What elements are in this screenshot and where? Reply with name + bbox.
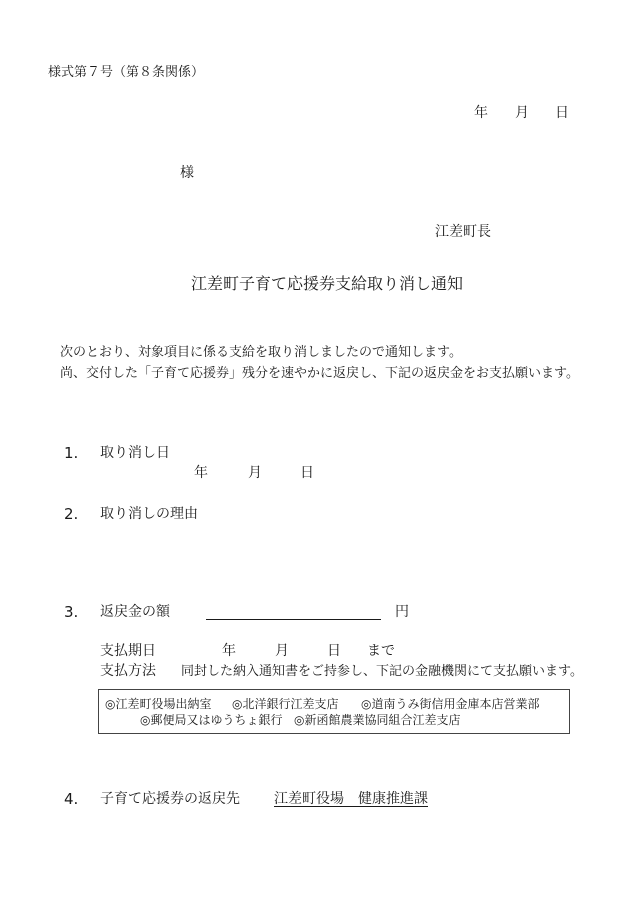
item-2-number: 2.: [64, 505, 79, 523]
bank-2: ◎北洋銀行江差支店: [232, 697, 339, 711]
cancel-year: 年: [194, 465, 208, 481]
return-office: [274, 792, 428, 806]
addressee-suffix: 様: [180, 165, 194, 181]
method-text: 同封した納入通知書をご持参し、下記の金融機関にて支払願います。: [181, 664, 583, 679]
cancel-day: 日: [300, 465, 314, 481]
body-line-1: 次のとおり、対象項目に係る支給を取り消しましたので通知します。: [60, 345, 462, 360]
item-1-number: 1.: [64, 444, 79, 462]
document-title: 江差町子育て応援券支給取り消し通知: [191, 274, 464, 293]
issuer: 江差町長: [435, 224, 491, 240]
header-day: 日: [555, 105, 569, 121]
refund-amount-line: [206, 619, 381, 620]
item-3-label: 返戻金の額: [100, 604, 170, 620]
header-year: 年: [474, 105, 488, 121]
item-3-number: 3.: [64, 603, 79, 621]
method-label: 支払方法: [100, 663, 156, 679]
form-number: 様式第７号（第８条関係）: [48, 65, 205, 80]
return-department: 健康推進課: [358, 791, 428, 807]
bank-4: ◎郵便局又はゆうちょ銀行: [140, 713, 283, 727]
item-2-label: 取り消しの理由: [100, 506, 198, 522]
bank-list-box: [98, 689, 570, 734]
deadline-month: 月: [275, 643, 289, 659]
item-4-label: 子育て応援券の返戻先: [100, 791, 240, 807]
bank-5: ◎新函館農業協同組合江差支店: [294, 713, 461, 727]
header-month: 月: [515, 105, 529, 121]
cancel-month: 月: [248, 465, 262, 481]
deadline-label: 支払期日: [100, 643, 156, 659]
item-1-label: 取り消し日: [100, 445, 170, 461]
refund-currency: 円: [395, 604, 409, 620]
return-office-name: 江差町役場: [274, 791, 344, 807]
bank-1: ◎江差町役場出納室: [105, 697, 212, 711]
deadline-year: 年: [222, 643, 236, 659]
deadline-day: 日: [327, 643, 341, 659]
item-4-number: 4.: [64, 790, 79, 808]
bank-3: ◎道南うみ街信用金庫本店営業部: [361, 697, 540, 711]
deadline-until: まで: [367, 643, 395, 659]
body-line-2: 尚、交付した「子育て応援券」残分を速やかに返戻し、下記の返戻金をお支払願います。: [60, 366, 579, 381]
